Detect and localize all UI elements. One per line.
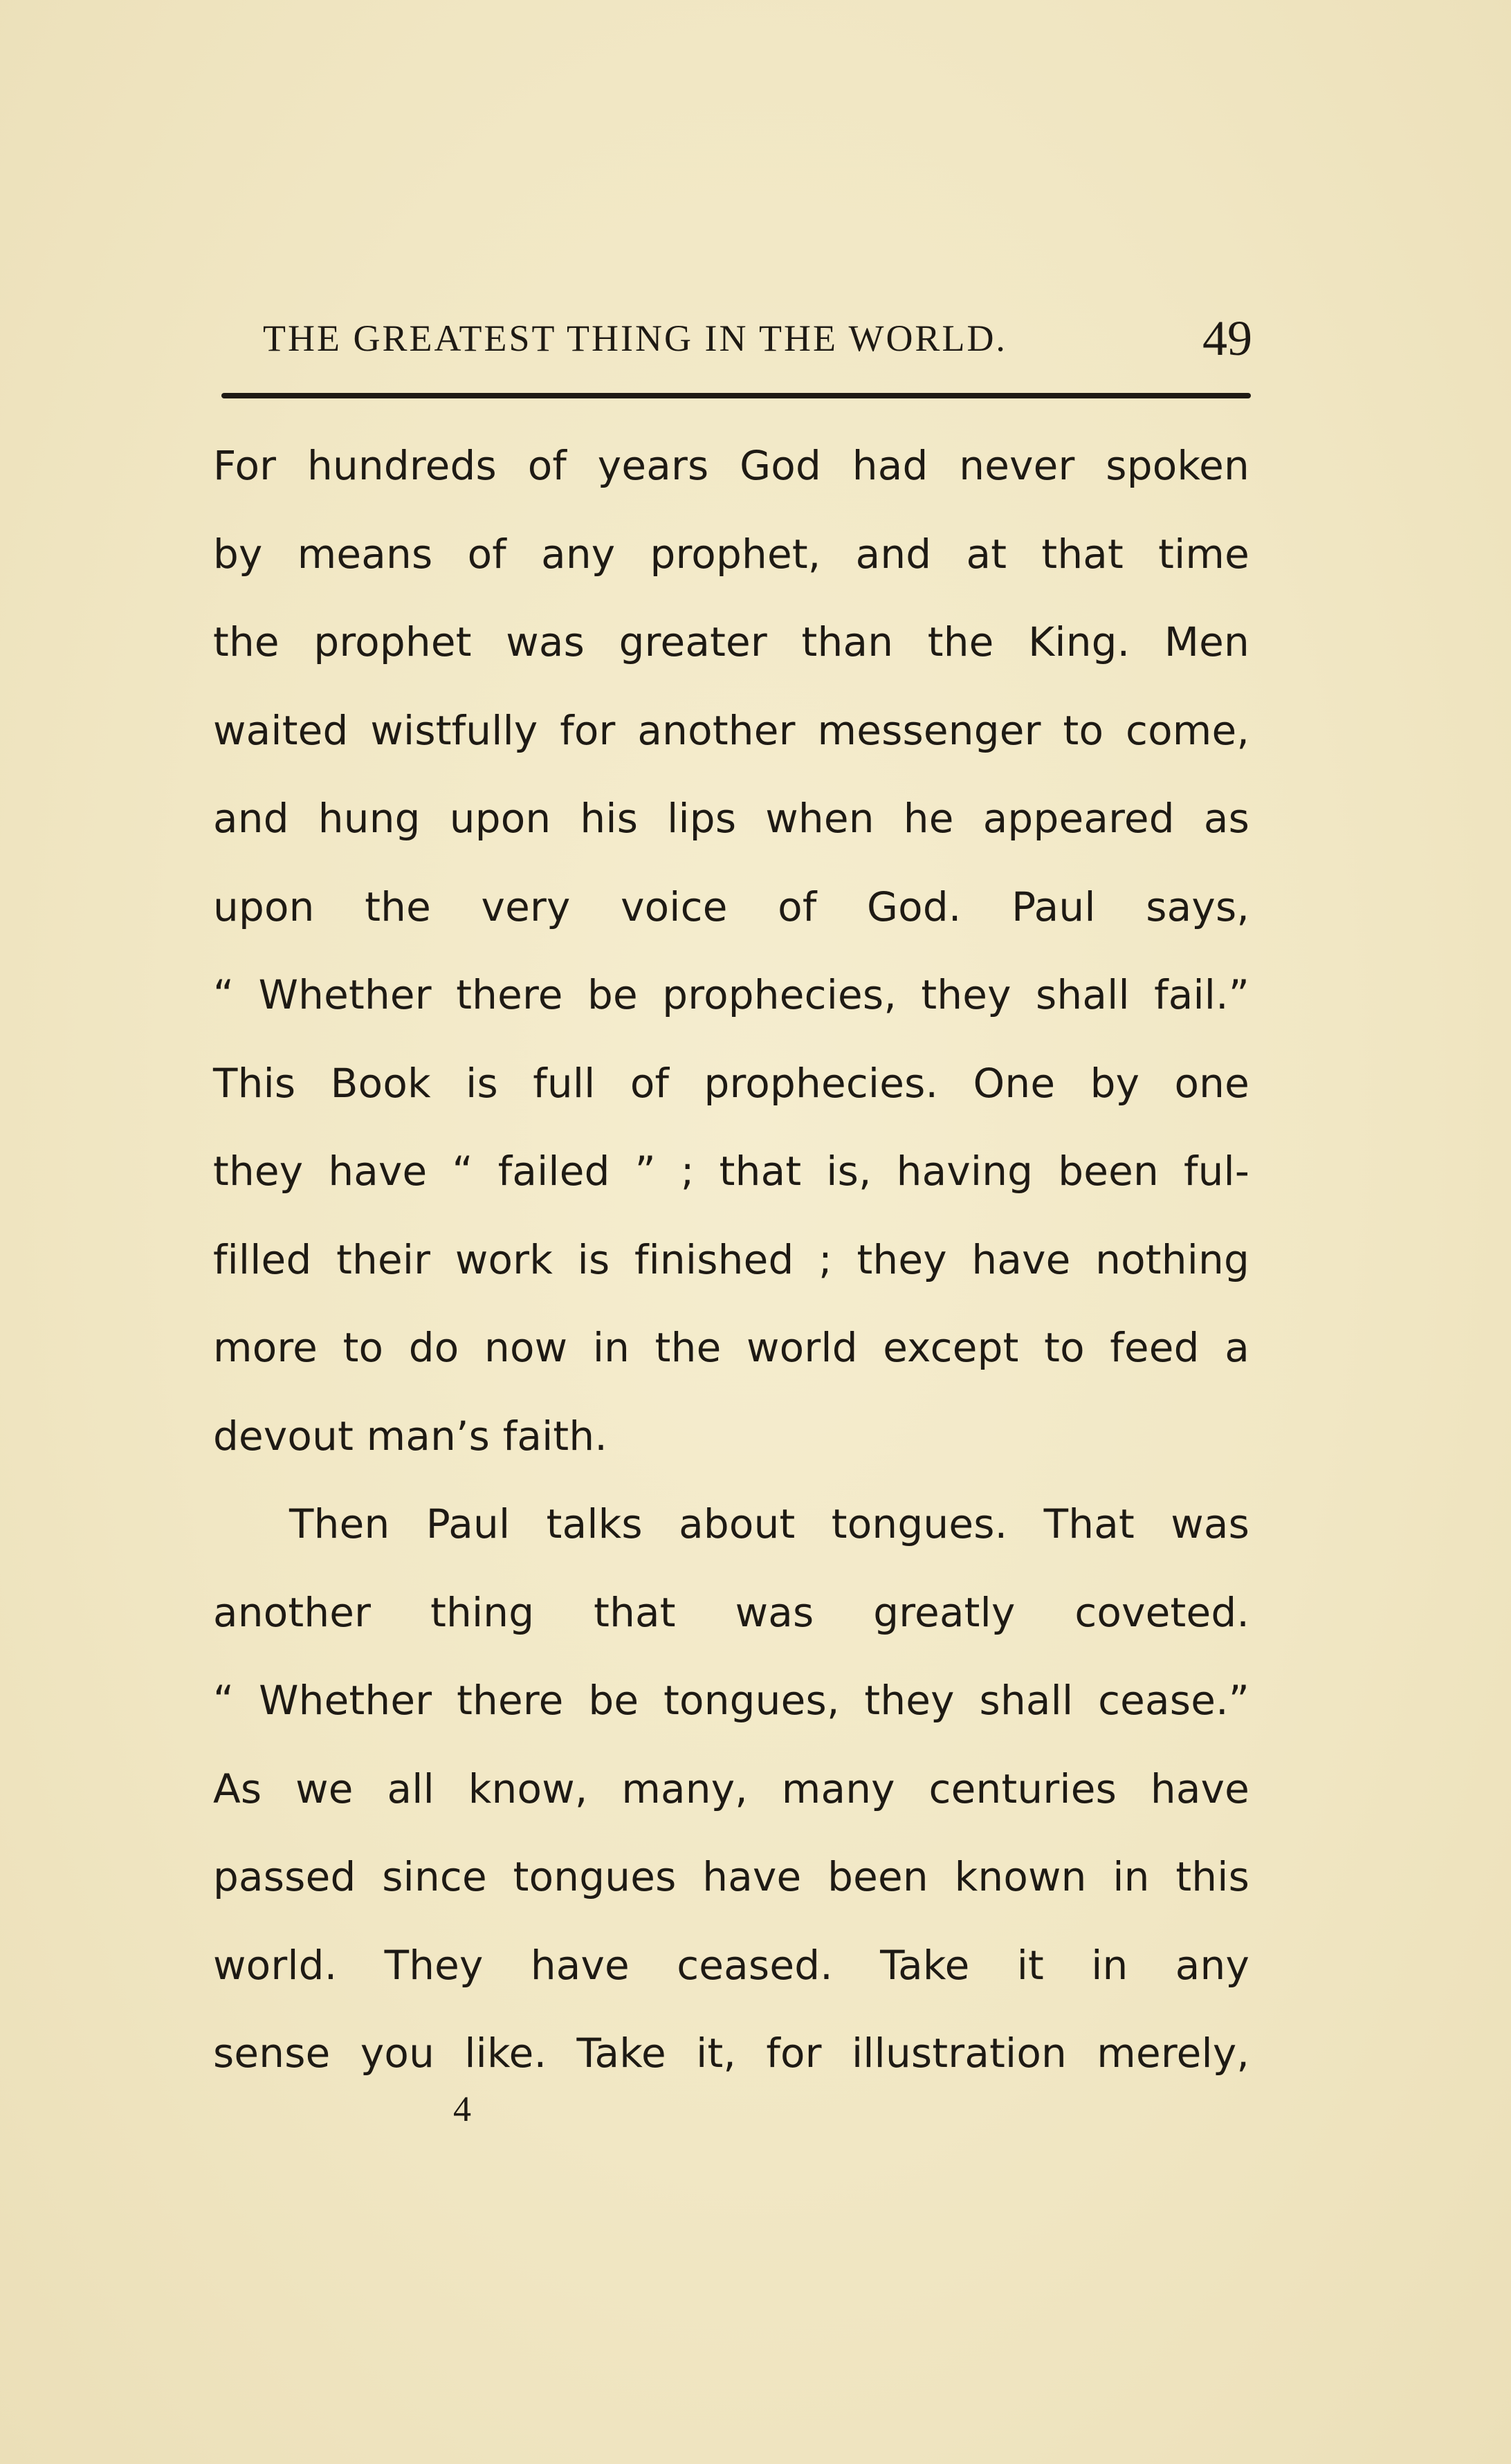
text-line: “ Whether there be prophecies, they shall fail.” [213,971,1249,1018]
text-line: Then Paul talks about tongues. That was [289,1500,1249,1547]
text-line: sense you like. Take it, for illustration merely, [213,2030,1249,2077]
header-rule [221,393,1251,398]
text-line: more to do now in the world except to feed a [213,1324,1249,1371]
text-line: devout man’s faith. [213,1412,607,1460]
text-line: the prophet was greater than the King. Men [213,618,1249,665]
text-line: This Book is full of prophecies. One by one [213,1059,1249,1107]
page-number: 49 [1202,311,1252,366]
signature-mark: 4 [453,2090,471,2129]
text-line: waited wistfully for another messenger to come, [213,706,1249,754]
text-line: “ Whether there be tongues, they shall cease.” [213,1677,1249,1724]
running-title: THE GREATEST THING IN THE WORLD. [263,318,1007,359]
text-line: As we all know, many, many centuries have [213,1765,1249,1812]
running-head [263,310,1252,379]
paragraph-1 [213,422,1249,1480]
text-line: and hung upon his lips when he appeared as [213,795,1249,842]
body-text [213,422,1249,2098]
paragraph-2 [213,1480,1249,2098]
text-line: For hundreds of years God had never spoken [213,442,1249,489]
text-line: world. They have ceased. Take it in any [213,1941,1249,1989]
text-line: passed since tongues have been known in this [213,1853,1249,1900]
text-line: they have “ failed ” ; that is, having been ful- [213,1148,1249,1195]
text-line: by means of any prophet, and at that time [213,530,1249,578]
text-line: another thing that was greatly coveted. [213,1588,1249,1636]
text-line: upon the very voice of God. Paul says, [213,883,1249,930]
text-line: filled their work is finished ; they have nothing [213,1235,1249,1283]
